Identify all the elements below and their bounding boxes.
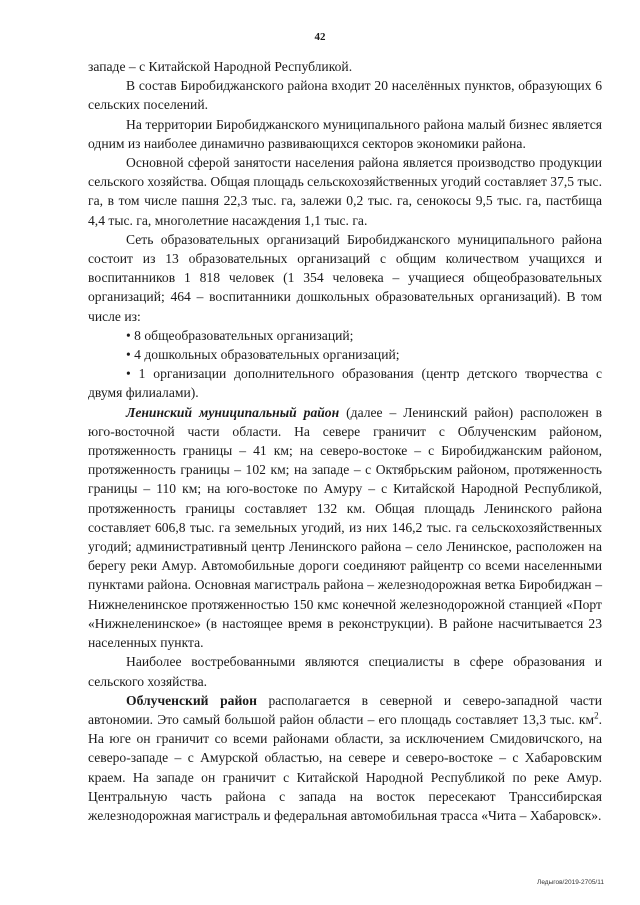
paragraph-text: (далее – Ленинский район) расположен в юго-восточной части области. На севере граничит с Облученским районом, протяженность границы – 41 км; на северо-востоке – с Биробиджанским районом, протяженность границы – 102 км; на западе – с Октябрьским районом, протяженность границы – 110 км; на юго-востоке по Амуру – с Китайской Народной Республикой, протяженность границы составляет 132 км. Общая площадь Ленинского района составляет 606,8 тыс. га земельных угодий, из них 146,2 тыс. га сельскохозяйственных угодий; административный центр Ленинского района – село Ленинское, расположен на берегу реки Амур. Автомобильные дороги соединяют райцентр со всеми населенными пунктами района. Основная магистраль района – железнодорожная ветка Биробиджан – Нижнеленинское протяженностью 150 кмс конечной железнодорожной станцией «Порт «Нижнеленинское» (в настоящее время в реконструкции). В районе насчитывается 23 населенных пункта. — [88, 404, 603, 651]
paragraph-text: располагается в северной и северо-западной части автономии. Это самый большой район области – его площадь составляет 13,3 тыс. км — [88, 692, 602, 727]
paragraph-obluchensky — [88, 691, 602, 825]
paragraph: Наиболее востребованными являются специалисты в сфере образования и сельского хозяйства. — [88, 654, 602, 689]
paragraph-leninsky — [88, 403, 602, 653]
paragraph: Основной сферой занятости населения района является производство продукции сельского хозяйства. Общая площадь сельскохозяйственных угодий составляет 37,5 тыс. га, в том числе пашня 22,3 тыс. га, залежи 0,2 тыс. га, сенокосы 9,5 тыс. га, пастбища 4,4 тыс. га, многолетние насаждения 1,1 тыс. га. — [88, 155, 602, 228]
list-item: • 4 дошкольных образовательных организаций; — [126, 347, 400, 363]
list-item: • 1 организации дополнительного образования (центр детского творчества с двумя филиалами). — [88, 366, 602, 401]
list-item: • 8 общеобразовательных организаций; — [126, 327, 354, 343]
paragraph-text: . На юге он граничит со всеми районами области, за исключением Смидовичского, на северо-западе – с Амурской областью, на севере и северо-востоке – с Хабаровским краем. На западе он граничит с Китайской Народной Республикой по реке Амур. Центральную часть района с запада на восток пересекают Транссибирская железнодорожная магистраль и федеральная автомобильная трасса «Чита – Хабаровск». — [88, 711, 602, 823]
paragraph: На территории Биробиджанского муниципального района малый бизнес является одним из наиболее динамично развивающихся секторов экономики района. — [88, 116, 602, 151]
paragraph: западе – с Китайской Народной Республикой. — [88, 59, 353, 74]
paragraph: Сеть образовательных организаций Биробиджанского муниципального района состоит из 13 образовательных организаций с общим количеством учащихся и воспитанников 1 818 человек (1 354 человека – учащиеся общеобразовательных организаций; 464 – воспитанники дошкольных образовательных организаций). В том числе из: — [88, 231, 602, 324]
document-body — [88, 57, 602, 825]
district-heading-leninsky: Ленинский муниципальный район — [126, 404, 340, 420]
footer-code: Ледыгов/2019-2705/11 — [537, 879, 604, 886]
superscript: 2 — [594, 710, 599, 721]
page-number: 42 — [314, 31, 326, 43]
paragraph: В состав Биробиджанского района входит 20 населённых пунктов, образующих 6 сельских поселений. — [88, 78, 602, 113]
district-heading-obluchensky: Облученский район — [126, 692, 257, 708]
